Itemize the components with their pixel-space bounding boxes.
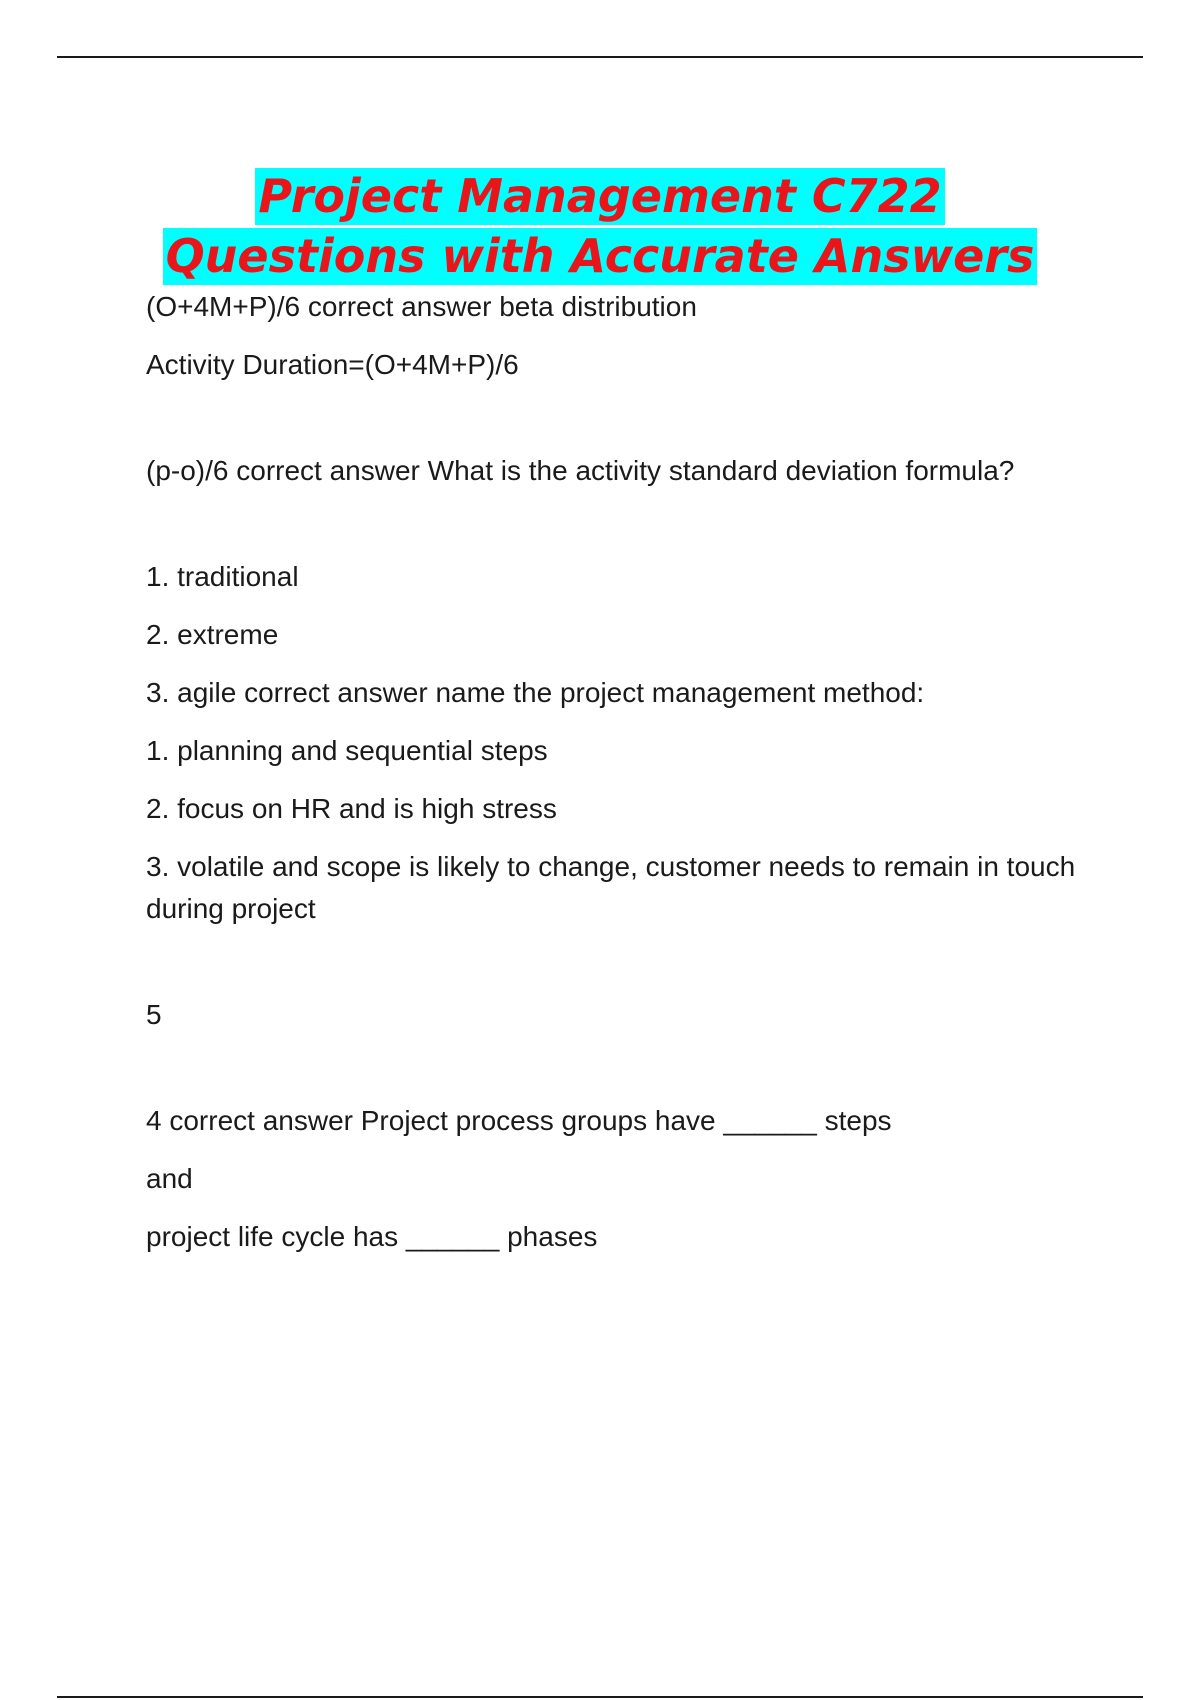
document-title (0, 166, 1200, 286)
list-item: 3. agile correct answer name the project management method: (146, 677, 925, 708)
title-line-2: Questions with Accurate Answers (163, 228, 1038, 285)
list-item: 3. volatile and scope is likely to change, customer needs to remain in touch during project (146, 851, 1076, 924)
paragraph: (O+4M+P)/6 correct answer beta distribution (146, 291, 697, 322)
paragraph: (p-o)/6 correct answer What is the activity standard deviation formula? (146, 455, 1015, 486)
title-line-1: Project Management C722 (255, 168, 944, 225)
list-item: 2. focus on HR and is high stress (146, 793, 557, 824)
paragraph: 4 correct answer Project process groups have ______ steps (146, 1105, 892, 1136)
paragraph: 5 (146, 999, 162, 1030)
blank-line (146, 508, 1086, 556)
paragraph: and (146, 1163, 193, 1194)
document-body (146, 286, 1086, 1274)
blank-line (146, 402, 1086, 450)
list-item: 1. traditional (146, 561, 299, 592)
blank-line (146, 946, 1086, 994)
list-item: 2. extreme (146, 619, 279, 650)
list-item: 1. planning and sequential steps (146, 735, 548, 766)
bottom-rule (57, 1696, 1143, 1698)
paragraph: project life cycle has ______ phases (146, 1221, 598, 1252)
top-rule (57, 56, 1143, 58)
blank-line (146, 1052, 1086, 1100)
paragraph: Activity Duration=(O+4M+P)/6 (146, 349, 519, 380)
